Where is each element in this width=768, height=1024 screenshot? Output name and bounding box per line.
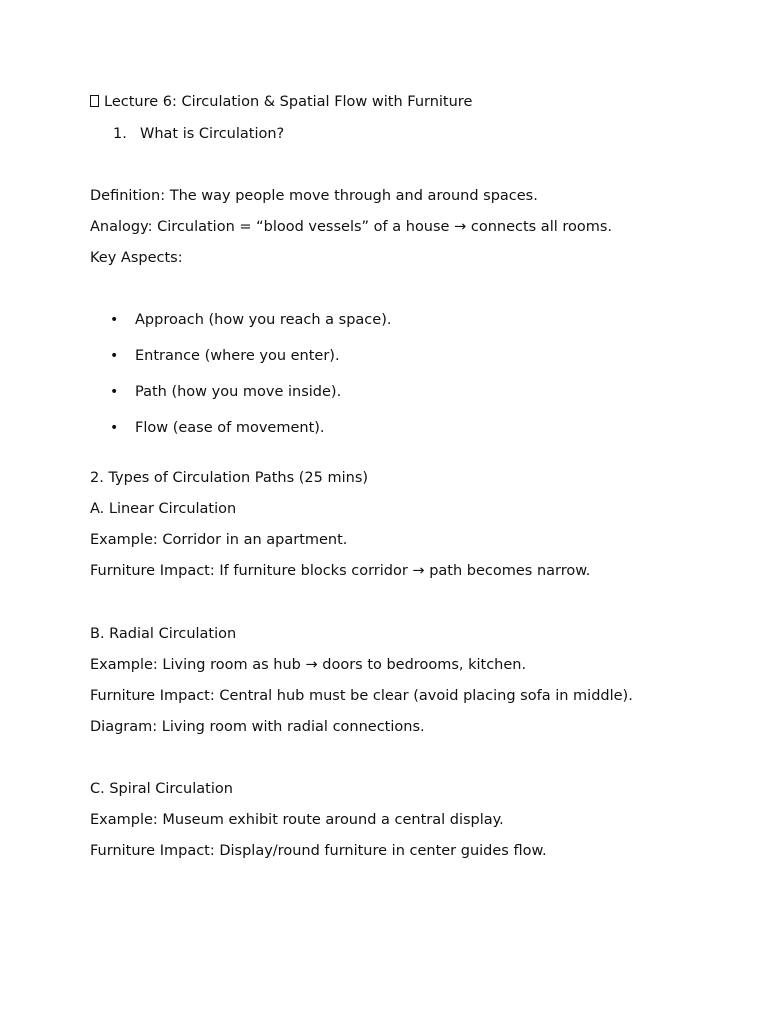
list-item [110,383,341,401]
list-number: 1. [113,126,127,142]
radial-example: Example: Living room as hub → doors to bedrooms, kitchen. [90,657,527,673]
bullet-icon: • [110,384,119,400]
lecture-title-text: Lecture 6: Circulation & Spatial Flow with Furniture [104,94,473,110]
linear-impact: Furniture Impact: If furniture blocks corridor → path becomes narrow. [90,563,591,579]
key-aspects-label: Key Aspects: [90,250,183,266]
linear-example: Example: Corridor in an apartment. [90,532,348,548]
section-2-heading: 2. Types of Circulation Paths (25 mins) [90,470,369,486]
list-item-text: Entrance (where you enter). [135,348,340,364]
bullet-icon: • [110,348,119,364]
list-item [110,347,340,365]
list-item-text: Approach (how you reach a space). [135,312,392,328]
list-item [110,311,391,329]
radial-diagram: Diagram: Living room with radial connections. [90,719,425,735]
linear-heading: A. Linear Circulation [90,501,237,517]
definition-text: Definition: The way people move through and around spaces. [90,188,538,204]
list-item [110,419,325,437]
analogy-text: Analogy: Circulation = “blood vessels” of a house → connects all rooms. [90,219,613,235]
numbered-heading-1 [113,125,284,143]
bullet-icon: • [110,420,119,436]
radial-impact: Furniture Impact: Central hub must be clear (avoid placing sofa in middle). [90,688,633,704]
spiral-impact: Furniture Impact: Display/round furniture in center guides flow. [90,843,547,859]
document-icon [90,95,99,107]
bullet-icon: • [110,312,119,328]
spiral-example: Example: Museum exhibit route around a central display. [90,812,504,828]
list-item-text: Path (how you move inside). [135,384,342,400]
radial-heading: B. Radial Circulation [90,626,237,642]
lecture-title [90,93,472,111]
spiral-heading: C. Spiral Circulation [90,781,233,797]
list-item-text: Flow (ease of movement). [135,420,325,436]
section-heading: What is Circulation? [140,126,285,142]
